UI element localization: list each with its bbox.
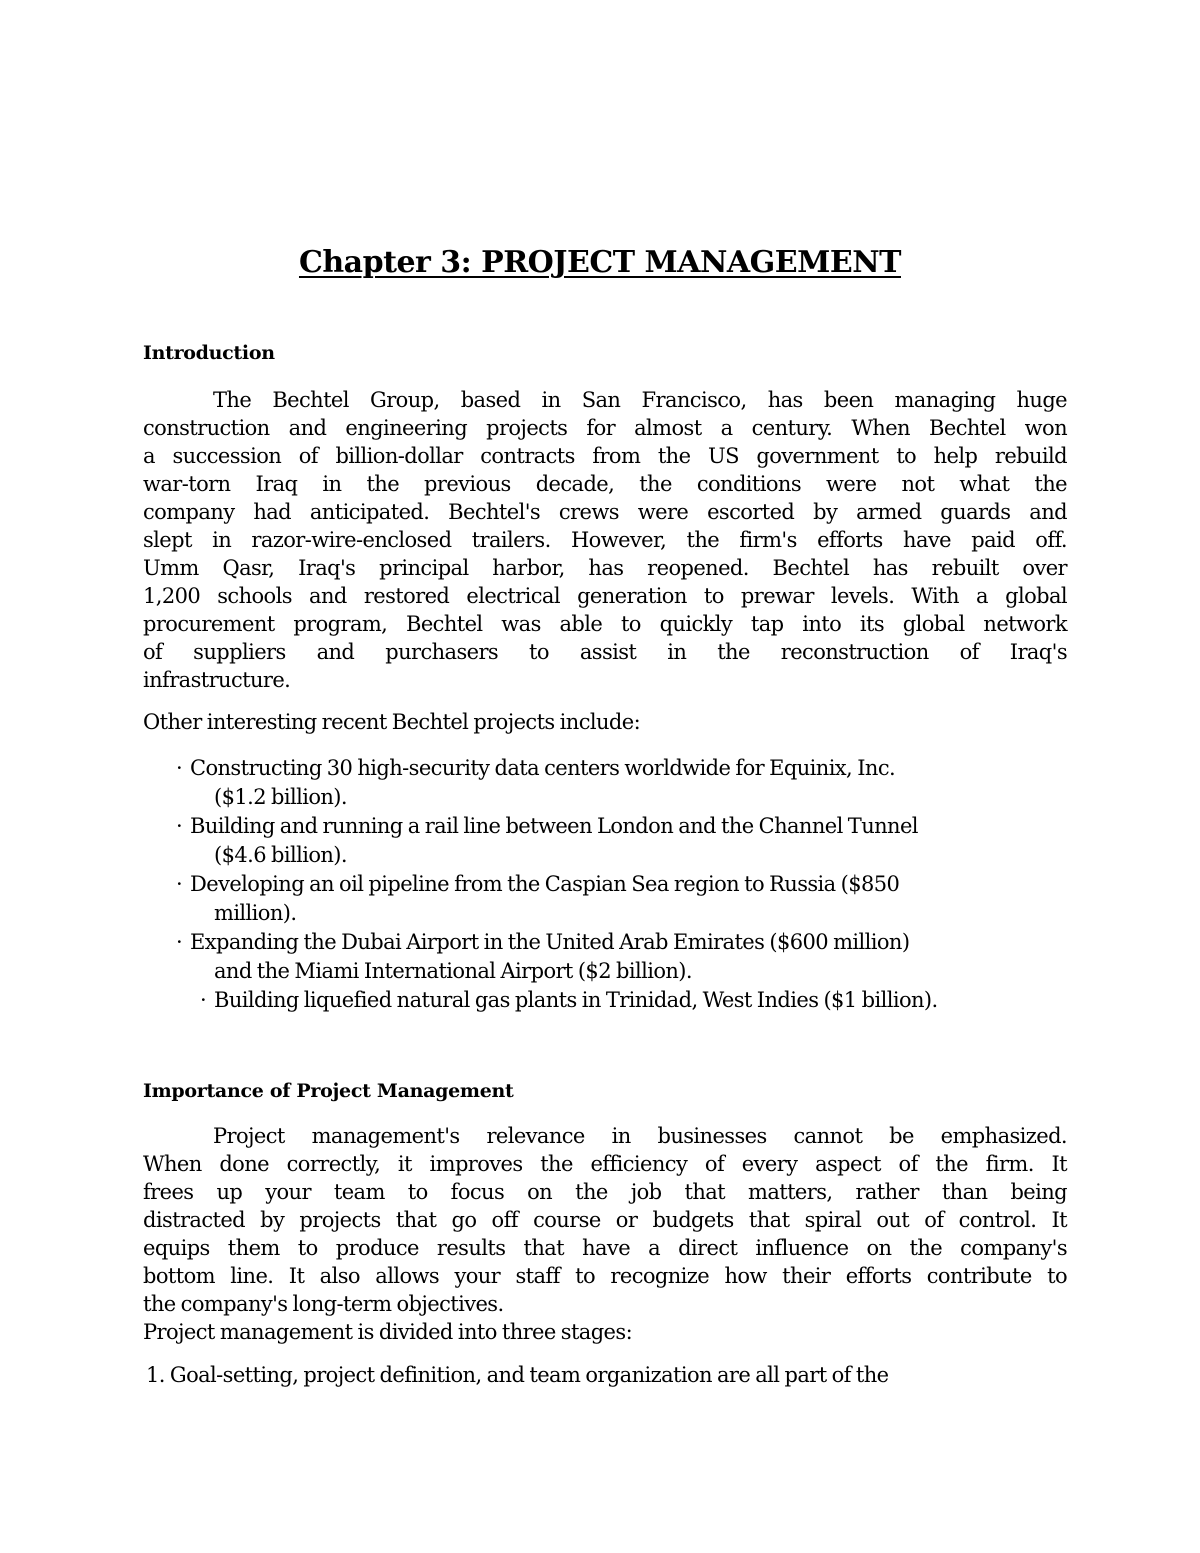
bullet-icon: · [200,988,207,1012]
stages-intro: Project management is divided into three stages: [143,1320,633,1344]
list-item [176,870,1076,928]
project-text: Building liquefied natural gas plants in Trinidad, West Indies ($1 billion). [214,988,938,1012]
bullet-icon: · [176,930,183,954]
projects-list [176,754,1076,1015]
intro-line: a succession of billion-dollar contracts from the US government to help rebuild [143,444,1067,468]
project-text-cont: and the Miami International Airport ($2 billion). [214,959,692,983]
intro-line: construction and engineering projects for almost a century. When Bechtel won [143,416,1067,440]
chapter-title: Chapter 3: PROJECT MANAGEMENT [298,245,901,280]
intro-line: company had anticipated. Bechtel's crews were escorted by armed guards and [143,500,1067,524]
list-item [176,928,1076,986]
project-text: Building and running a rail line between London and the Channel Tunnel [190,814,918,838]
importance-line: When done correctly, it improves the efficiency of every aspect of the firm. It [143,1152,1067,1176]
intro-heading: Introduction [143,342,275,364]
bullet-icon: · [176,814,183,838]
stage-item: 1. Goal-setting, project definition, and team organization are all part of the [146,1363,889,1387]
list-item [176,754,1076,812]
intro-line: slept in razor-wire-enclosed trailers. However, the firm's efforts have paid off. [143,528,1067,552]
importance-line: Project management's relevance in businesses cannot be emphasized. [213,1124,1067,1148]
project-text: Expanding the Dubai Airport in the United Arab Emirates ($600 million) [190,930,910,954]
importance-line: distracted by projects that go off course or budgets that spiral out of control. It [143,1208,1067,1232]
intro-paragraph [143,386,1067,694]
intro-line: infrastructure. [143,668,291,692]
intro-line: of suppliers and purchasers to assist in the reconstruction of Iraq's [143,640,1067,664]
other-projects-intro: Other interesting recent Bechtel projects include: [143,710,641,734]
project-text-cont: ($4.6 billion). [214,843,347,867]
importance-paragraph [143,1122,1067,1318]
project-text-cont: million). [214,901,297,925]
intro-line: Umm Qasr, Iraq's principal harbor, has reopened. Bechtel has rebuilt over [143,556,1067,580]
importance-line: frees up your team to focus on the job that matters, rather than being [143,1180,1067,1204]
intro-line: 1,200 schools and restored electrical generation to prewar levels. With a global [143,584,1067,608]
bullet-icon: · [176,756,183,780]
project-text-cont: ($1.2 billion). [214,785,347,809]
importance-line: bottom line. It also allows your staff to recognize how their efforts contribute to [143,1264,1067,1288]
importance-line: equips them to produce results that have a direct influence on the company's [143,1236,1067,1260]
importance-line: the company's long-term objectives. [143,1292,504,1316]
intro-line: The Bechtel Group, based in San Francisco, has been managing huge [213,388,1067,412]
intro-line: war-torn Iraq in the previous decade, the conditions were not what the [143,472,1067,496]
intro-line: procurement program, Bechtel was able to quickly tap into its global network [143,612,1067,636]
list-item [200,986,1076,1015]
project-text: Developing an oil pipeline from the Caspian Sea region to Russia ($850 [190,872,900,896]
bullet-icon: · [176,872,183,896]
list-item [176,812,1076,870]
importance-heading: Importance of Project Management [143,1080,514,1102]
project-text: Constructing 30 high-security data centers worldwide for Equinix, Inc. [190,756,896,780]
